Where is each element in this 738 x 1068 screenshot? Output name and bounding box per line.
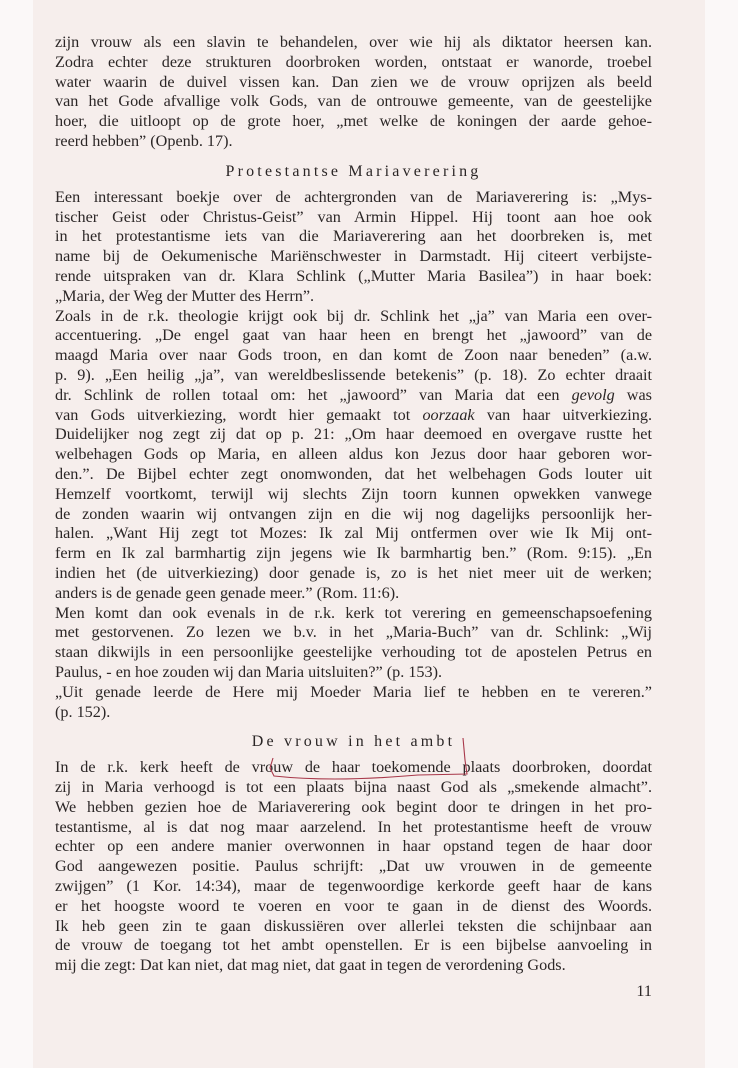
text-segment: van Gods uitverkiezing, wordt hier gemaakt tot bbox=[55, 405, 423, 424]
text-segment: dr. Schlink de rollen totaal om: het „jawoord” van Maria dat een bbox=[55, 385, 572, 404]
page-number: 11 bbox=[636, 982, 652, 1001]
text-line: „Maria, der Weg der Mutter des Herrn”. bbox=[55, 286, 315, 305]
text-segment: was bbox=[614, 385, 652, 404]
text-line: er het hoogste woord te voeren en voor te gaan in de dienst des Woords. bbox=[55, 896, 652, 915]
text-line: indien het (de uitverkiezing) door genade is, zo is het niet meer uit de werken; bbox=[55, 563, 652, 582]
paragraph bbox=[55, 758, 652, 976]
text-line: tischer Geist oder Christus-Geist” van Armin Hippel. Hij toont aan hoe ook bbox=[55, 207, 652, 226]
text-line: Ik heb geen zin te gaan diskussiëren over allerlei teksten die schijnbaar aan bbox=[55, 916, 652, 935]
text-segment: van haar uitverkiezing. bbox=[474, 405, 652, 424]
text-line: Een interessant boekje over de achtergronden van de Mariaverering is: „Mys- bbox=[55, 187, 652, 206]
text-line: water waarin de duivel vissen kan. Dan zien we de vrouw oprijzen als beeld bbox=[55, 72, 652, 91]
text-line: name bij de Oekumenische Mariënschwester in Darmstadt. Hij citeert verbijste- bbox=[55, 247, 652, 266]
text-line: zijn vrouw als een slavin te behandelen, over wie hij als diktator heersen kan. bbox=[55, 33, 652, 51]
text-line: den.”. De Bijbel echter zegt onomwonden, dat het welbehagen Gods louter uit bbox=[55, 464, 652, 483]
paragraph bbox=[55, 683, 652, 723]
text-line: In de r.k. kerk heeft de vrouw de haar toekomende plaats doorbroken, doordat bbox=[55, 758, 652, 777]
text-line bbox=[55, 406, 652, 426]
text-line: p. 9). „Een heilig „ja”, van wereldbeslissende betekenis” (p. 18). Zo echter draait bbox=[55, 365, 652, 384]
text-line: zwijgen” (1 Kor. 14:34), maar de tegenwoordige kerkorde geeft haar de kans bbox=[55, 877, 652, 896]
text-line: ferm en Ik zal barmhartig zijn jegens wie Ik barmhartig ben.” (Rom. 9:15). „En bbox=[55, 544, 652, 563]
text-line: reerd hebben” (Openb. 17). bbox=[55, 131, 233, 150]
text-line: de zonden waarin wij ontvangen zijn en die wij nog dagelijks persoonlijk her- bbox=[55, 504, 652, 523]
text-line: testantisme, al is dat nog maar aarzelend. In het protestantisme heeft de vrouw bbox=[55, 817, 652, 836]
text-line: Zoals in de r.k. theologie krijgt ook bij dr. Schlink het „ja” van Maria een over- bbox=[55, 306, 652, 325]
italic-word: gevolg bbox=[571, 385, 615, 404]
italic-word: oorzaak bbox=[422, 405, 475, 424]
text-line: zij in Maria verhoogd is tot een plaats bijna naast God als „smekende almacht”. bbox=[55, 778, 652, 797]
text-line: in het protestantisme iets van die Mariaverering aan het doorbreken is, met bbox=[55, 227, 652, 246]
paragraph bbox=[55, 604, 652, 683]
text-line: „Uit genade leerde de Here mij Moeder Maria lief te hebben en te vereren.” bbox=[55, 682, 652, 701]
text-line: halen. „Want Hij zegt tot Mozes: Ik zal Mij ontfermen over wie Ik Mij ont- bbox=[55, 524, 652, 543]
text-line: rende uitspraken van dr. Klara Schlink („Mutter Maria Basilea”) in haar boek: bbox=[55, 266, 652, 285]
text-line: Paulus, - en hoe zouden wij dan Maria uitsluiten?” (p. 153). bbox=[55, 662, 443, 681]
page-text bbox=[55, 33, 652, 1002]
text-line: staan dikwijls in een persoonlijke geestelijke verhouding tot de apostelen Petrus en bbox=[55, 643, 652, 662]
text-line bbox=[55, 386, 652, 406]
text-line: met gestorvenen. Zo lezen we b.v. in het „Maria-Buch” van dr. Schlink: „Wij bbox=[55, 623, 652, 642]
text-line: Hemzelf voortkomt, terwijl wij slechts Zijn toorn kunnen opwekken vanwege bbox=[55, 484, 652, 503]
text-line: hoer, die uitloopt op de grote hoer, „met welke de koningen der aarde gehoe- bbox=[55, 112, 652, 131]
paragraph bbox=[55, 307, 652, 604]
text-line: Men komt dan ook evenals in de r.k. kerk tot verering en gemeenschapsoefening bbox=[55, 603, 652, 622]
text-line: Zodra echter deze strukturen doorbroken worden, ontstaat er wanorde, troebel bbox=[55, 52, 652, 71]
paragraph bbox=[55, 188, 652, 307]
text-line: God aangewezen positie. Paulus schrijft: „Dat uw vrouwen in de gemeente bbox=[55, 857, 652, 876]
text-line: anders is de genade geen genade meer.” (Rom. 11:6). bbox=[55, 583, 400, 602]
text-line: maagd Maria over naar Gods troon, en dan komt de Zoon naar beneden” (a.w. bbox=[55, 346, 652, 365]
text-line: (p. 152). bbox=[55, 702, 111, 721]
text-line: van het Gode afvallige volk Gods, van de ontrouwe gemeente, van de geestelijke bbox=[55, 92, 652, 111]
section-heading: De vrouw in het ambt bbox=[251, 733, 456, 751]
text-line: accentuering. „De engel gaat van haar heen en brengt het „jawoord” van de bbox=[55, 326, 652, 345]
text-line: Duidelijker nog zegt zij dat op p. 21: „Om haar deemoed en overgave rustte het bbox=[55, 425, 652, 444]
text-line: echter op een andere manier overwonnen in haar opstand tegen de haar door bbox=[55, 837, 652, 856]
text-line: We hebben gezien hoe de Mariaverering ook begint door te dringen in het pro- bbox=[55, 797, 652, 816]
text-line: mij die zegt: Dat kan niet, dat mag niet, dat gaat in tegen de verordening Gods. bbox=[55, 956, 566, 975]
text-line: de vrouw de toegang tot het ambt openstellen. Er is een bijbelse aanvoeling in bbox=[55, 936, 652, 955]
text-line: welbehagen Gods op Maria, en alleen aldus kon Jezus door haar geboren wor- bbox=[55, 445, 652, 464]
paragraph bbox=[55, 33, 652, 152]
section-heading: Protestantse Mariaverering bbox=[225, 162, 482, 180]
